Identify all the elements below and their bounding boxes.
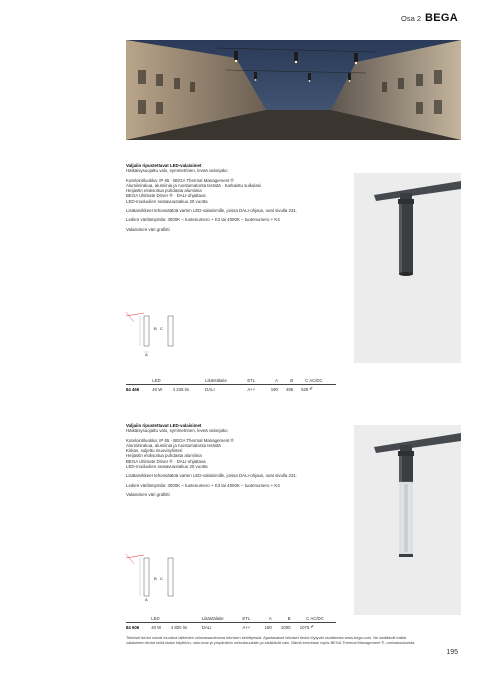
product-2-line: Alumiinirakua, alumiinia ja ruostumatonta terästä [126,442,221,448]
product-1-line: Kotelointiluokka: IP 65 · BEGA Thermal Management ® [126,177,234,183]
product-2-dimension-diagram [126,552,186,602]
col-header-b: B [287,616,291,621]
cell-b: 1000 [273,623,292,631]
product-2-spec-table [126,616,336,630]
product-1-line: Alumiinirakua, alumiinia ja ruostumatonta terästä · Karkaistu suikulasi [126,182,261,188]
check-icon: ✔ [310,623,336,631]
product-1-color-temp: Ledien värilämpötila: 3000K – tuotenumero + K3 tai 4000K – tuotenumero + K4 [126,217,280,223]
product-1-subtitle: Häikäisysuojattu valo, symmetrinen, leveä valonjako [126,168,228,174]
product-number: 84 606 [126,623,151,631]
brand-logo: BEGA [425,12,458,24]
product-1-accessory-note: Lisätarvikkeet tehonsäätöä varten LED-valaisimille, joissa DALI-ohjaus, ovat sivulla 231. [126,208,298,214]
hero-image [126,40,461,140]
dimension-label-b: B [154,576,157,581]
product-1-finish: Valaisimen väri grafiitti [126,226,170,232]
dimension-label-b: B [154,326,157,331]
product-2-accessory-note: Lisätarvikkeet tehonsäätöä varten LED-valaisimille, joissa DALI-ohjaus, ovat sivulla 231. [126,473,298,479]
col-header-acdc: AC/DC [310,616,324,621]
page-number: 195 [446,649,458,656]
col-header-acdc: AC/DC [309,378,323,383]
col-header-c: C [306,616,310,621]
footer-note: Tekniset tiedot voivat muuttua laitteiden voimassaolevana teknisen kehittyessä. Ajantasaiset tekniset tiedot löytyvät osoitteesta www.bega.com. Ne sisältävät kaikki valaisimen tiedot sekä ladan käyttöön, valo-imat ja ympäristön ominaisuuksiin ja sisältävät vain. Nämä kerrotaan myös BEGA Thermal Management ® -ominaisuuksista. [126,635,416,645]
cell-b: 495 [279,385,294,393]
col-header-c: C [305,378,309,383]
cell-lumen: 4 235 lm [173,385,205,393]
product-2-finish: Valaisimen väri grafiitti [126,491,170,497]
table-row [126,623,336,631]
product-2-line: Kotelointiluokka: IP 65 · BEGA Thermal Management ® [126,437,234,443]
dimension-label-c: C [160,326,163,331]
product-1-line: LED-moduulien seatavuustakuu 20 vuotta [126,198,208,204]
cell-driver: DALI [205,385,247,393]
col-header-led: LED [151,616,160,621]
product-2-line: Kirkas, suljettu muovisylinteri [126,448,183,454]
section-label: Osa 2 [401,14,422,23]
check-icon: ✔ [309,385,336,393]
cell-driver: DALI [202,623,242,631]
col-header-driver: Liitäntälaite [205,378,227,383]
cell-power: 40 W [152,385,172,393]
product-2-line: LED-moduulien seatavuustakuu 20 vuotta [126,464,208,470]
cell-etl: A++ [242,623,258,631]
col-header-a: A [268,616,272,621]
cell-c: 525 [294,385,309,393]
page-header [401,12,458,24]
dimension-label-a: A [145,352,148,357]
col-header-a: A [275,378,278,383]
dimension-label-c: C [160,576,163,581]
product-1-line: Heijastin eloksoitua puhdasta alumiinia [126,188,202,194]
col-header-driver: Liitäntälaite [201,616,224,621]
product-number: 84 466 [126,385,152,393]
cell-a: 190 [264,385,279,393]
product-2-line: BEGA Ultimate Driver ® · DALI-ohjattava [126,458,206,464]
product-2-line: Heijastin eloksoitua puhdasta alumiinia [126,453,202,459]
col-header-b: B [290,378,294,383]
product-1-title: Valjaiin ripustettavat LED-valaisimet [126,163,202,168]
product-2-subtitle: Häikäisysuojattu valo, symmetrinen, leveä valonjako [126,428,228,434]
table-row [126,385,336,393]
product-1-photo [354,173,461,363]
product-2-description [126,423,338,497]
cell-a: 190 [258,623,273,631]
product-2-title: Valjaiin ripustettavat LED-valaisimet [126,423,202,428]
cell-power: 40 W [151,623,171,631]
col-header-led: LED [152,378,161,383]
cell-c: 1075 [292,623,311,631]
product-1-spec-table [126,378,336,392]
product-1-dimension-diagram [126,310,186,360]
dimension-label-a: A [145,597,148,602]
product-1-description [126,163,338,232]
cell-etl: A++ [247,385,263,393]
street-night-illustration [126,40,461,140]
cell-lumen: 4 800 lm [171,623,202,631]
product-1-line: BEGA Ultimate Driver ® · DALI-ohjattava [126,193,206,199]
product-2-photo [354,425,461,615]
col-header-etl: ETL [247,378,256,383]
product-2-color-temp: Ledien värilämpötila: 3000K – tuotenumero + K3 tai 4000K – tuotenumero + K4 [126,482,280,488]
col-header-etl: ETL [242,616,251,621]
